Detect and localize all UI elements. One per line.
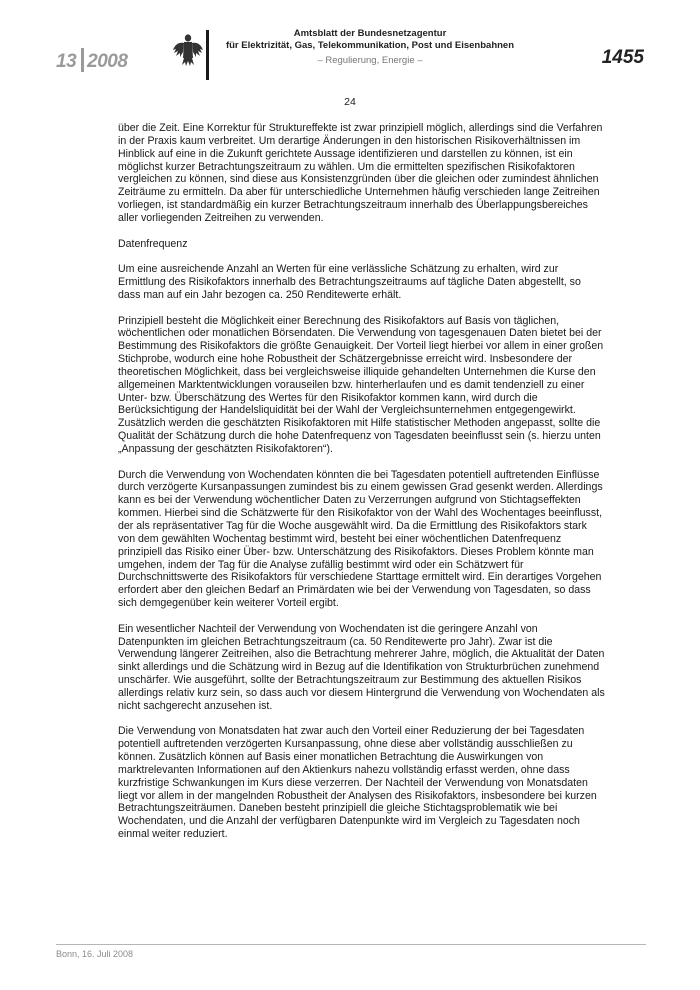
issue-label [56, 48, 127, 73]
paragraph: Prinzipiell besteht die Möglichkeit einer Berechnung des Risikofaktors auf Basis von täglichen, wöchentlichen oder monatlichen Börsendaten. Die Verwendung von tagesgenauen Daten bietet bei der Bestimmung des Risikofaktors die größte Genauigkeit. Der Vorteil liegt hierbei vor allem in einer großen Stichprobe, wodurch eine hohe Robustheit der Schätzergebnisse erreicht wird. Insbesondere der theoretischen Möglichkeit, dass bei vergleichsweise illiquide gehandelten Unternehmen die Kurse den allgemeinen Marktentwicklungen vorauseilen bzw. hinterherlaufen und es damit tendenziell zu einer Unter- bzw. Überschätzung des Wertes für den Risikofaktor kommen kann, wird durch die Berücksichtigung der Handelsliquidität bei der Wahl der Vergleichsunternehmen entgegengewirkt. Zusätzlich werden die geschätzten Risikofaktoren mit Hilfe statistischer Methoden angepasst, sollte die Qualität der Schätzung durch die hohe Datenfrequenz von Tagesdaten beeinflusst sein (s. hierzu unten „Anpassung der geschätzten Risikofaktoren“). [118, 314, 604, 455]
journal-header [210, 28, 530, 67]
journal-title-line2: für Elektrizität, Gas, Telekommunikation, Post und Eisenbahnen [225, 40, 515, 51]
section-heading: Datenfrequenz [118, 237, 188, 250]
issue-number: 13 [56, 51, 77, 72]
paragraph: Die Verwendung von Monatsdaten hat zwar auch den Vorteil einer Reduzierung der bei Tagesdaten potentiell auftretenden verzögerten Kursanpassung, ohne diese aber vollständig ausschließen zu können. Zusätzlich können auf Basis einer monatlichen Betrachtung die Auswirkungen von marktrelevanten Informationen auf den Aktienkurs nahezu vollständig erfasst werden, ohne dass kurzfristige Schwankungen im Kurs diese verzerren. Der Nachteil der Verwendung von Monatsdaten liegt vor allem in der mangelnden Robustheit der Analysen des Risikofaktors, insbesondere bei kurzen Betrachtungszeiträumen. Daneben besteht prinzipiell die gleiche Stichtagsproblematik wie bei Wochendaten, und die Anzahl der verfügbaren Datenpunkte wird im Vergleich zu Tagesdaten noch einmal weiter reduziert. [118, 725, 597, 841]
paragraph: über die Zeit. Eine Korrektur für Struktureffekte ist zwar prinzipiell möglich, allerdings sind die Verfahren in der Praxis kaum verbreitet. Um derartige Änderungen in den historischen Risikoverhältnissen im Hinblick auf eine in die Zukunft gerichtete Aussage identifizieren und darstellen zu können, ist ein möglichst kurzer Betrachtungszeitraum zu wählen. Um die ermittelten spezifischen Risikofaktoren vergleichen zu können, sind diese aus Konsistenzgründen über die gleichen oder zumindest ähnlichen Zeiträume zu ermitteln. Da aber für unterschiedliche Unternehmen häufig verschieden lange Zeitreihen vorliegen, ist standardmäßig ein kurzer Betrachtungszeitraum innerhalb des Überlappungsbereiches aller vorliegenden Zeitreihen zu verwenden. [118, 122, 603, 224]
paragraph: Um eine ausreichende Anzahl an Werten für eine verlässliche Schätzung zu erhalten, wird zur Ermittlung des Risikofaktors innerhalb des Betrachtungszeitraums auf tägliche Daten abgestellt, so dass man auf ein Jahr bezogen ca. 250 Renditewerte erhält. [118, 263, 581, 301]
issue-separator [81, 48, 84, 72]
paragraph: Durch die Verwendung von Wochendaten könnten die bei Tagesdaten potentiell auftretenden Einflüsse durch verzögerte Kursanpassungen zumindest bis zu einem gewissen Grad gesenkt werden. Allerdings kann es bei der Verwendung wöchentlicher Daten zu Verzerrungen aufgrund von Stichtagseffekten kommen. Hierbei sind die Schätzwerte für den Risikofaktor von der Wahl des Wochentages beeinflusst, der als repräsentativer Tag für die Woche ausgewählt wird. Da die Ermittlung des Risikofaktors stark von dem gewählten Wochentag bestimmt wird, besteht bei einer wöchentlichen Datenfrequenz prinzipiell das Risiko einer Über- bzw. Unterschätzung des Risikofaktors. Dieses Problem könnte man umgehen, indem der Tag für die Analyse zufällig bestimmt wird oder ein Schätzwert für Durchschnittswerte des Risikofaktors für verschiedene Starttage ermittelt wird. Ein derartiges Vorgehen erfordert aber den gleichen Bedarf an Primärdaten wie bei der Verwendung von Tagesdaten, so dass sich demgegenüber kein weiterer Vorteil ergibt. [118, 468, 603, 610]
header-divider [206, 30, 209, 80]
body-text [118, 122, 606, 854]
footer-rule [56, 944, 646, 945]
journal-title-line1: Amtsblatt der Bundesnetzagentur [293, 28, 447, 39]
inner-page-number: 24 [344, 96, 356, 108]
paragraph: Ein wesentlicher Nachteil der Verwendung von Wochendaten ist die geringere Anzahl von Datenpunkten im gleichen Betrachtungszeitraum (ca. 50 Renditewerte pro Jahr). Zwar ist die Verwendung längerer Zeitreihen, also die Betrachtung mehrerer Jahre, möglich, die Aktualität der Daten sinkt allerdings und die Schätzung wird in Bezug auf die Identifikation von Strukturbrüchen zunehmend unschärfer. Wie ausgeführt, sollte der Betrachtungszeitraum zur Bestimmung des aktuellen Risikos allerdings relativ kurz sein, so dass auch vor diesem Hintergrund die Verwendung von Wochendaten als nicht sachgerecht anzusehen ist. [118, 622, 605, 712]
federal-eagle-icon [172, 28, 204, 72]
journal-subtitle: – Regulierung, Energie – [317, 55, 423, 66]
issue-year: 2008 [87, 51, 128, 72]
footer-place-date: Bonn, 16. Juli 2008 [56, 949, 134, 959]
page-number: 1455 [601, 47, 644, 68]
